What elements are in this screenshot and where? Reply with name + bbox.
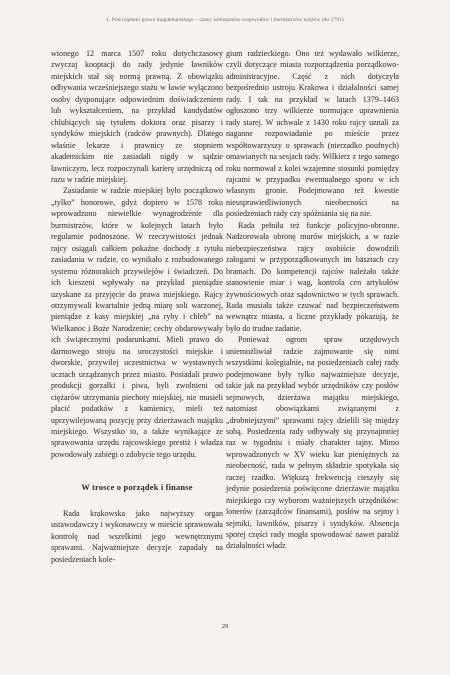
- running-head: 1. Pod rządami prawa magdeburskiego – czasy sobiepanów-wojewodów i burmistrzów wójtów (do 1791): [106, 17, 344, 23]
- paragraph: Rada pełniła też funkcje policyjno-obronne. Nadzorowała obronę murów miejskich, a w razie niebezpieczeństwa rajcy osobiście dowodzili załogami w przyporządkowanych im basztach czy bramach. Do kompetencji rajców należało także stanowienie miar i wag, kontrola cen artykułów żywnościowych oraz sądownictwo w tych sprawach. Rada musiała także czuwać nad bezpieczeństwem wewnątrz miasta, a liczne przykłady pokazują, że było do trudne zadanie.: [226, 220, 399, 333]
- page-number: 29: [221, 623, 229, 630]
- paragraph: wionego 12 marca 1507 roku dotychczasowy zwyczaj kooptacji do rady jedynie ławników miejskich stał się normą prawną. Z obowiązku odbywania wcześniejszego stażu w ławie wyłączono osoby dysponujące odpowiednim doświadczeniem lub wykształceniem, na przykład kandydatów chlubiących się tytułem doktora oraz pisarzy i syndyków miejskich (radców prawnych). Dlatego właśnie lekarze i prawnicy ze stopniem akademickim nie zasiadali nigdy w sądzie ławniczym, lecz rozpoczynali karierę urzędniczą od razu w radzie miejskiej.: [51, 49, 223, 184]
- paragraph: Zasiadanie w radzie miejskiej było początkowo „tylko” honorowe, gdyż dopiero w 1578 roku wprowadzono niewielkie wynagrodzenie dla burmistrzów, które w kolejnych latach było regularnie podnoszone. W rzeczywistości jednak rajcy osiągali całkiem pokaźne dochody z tytułu zasiadania w radzie, co wynikało z rozbudowanego systemu różnorakich przywilejów i świadczeń. Do ich kieszeni wpływały na przykład pieniądze uzyskane za przyjęcie do prawa miejskiego. Rajcy otrzymywali kwartalnie jedną miarę soli warzonej, pieniądze z kasy miejskiej „na ryby i chleb” na Wielkanoc i Boże Narodzenie; cechy obdarowywały ich świątecznymi podarunkami. Mieli prawo do darmowego stroju na uroczystości miejskie i dworskie, przywilej uczestnictwa w wystawnych ucztach urządzanych przez miasto. Posiadali prawo produkcji gorzałki i piwa, byli zwolnieni od ciężarów utrzymania piechoty miejskiej, nie musieli płacić podatków z kamienicy, mieli też uprzywilejowaną pozycję przy dzierżawach majątku miejskiego. Wszystko to, a także wynikające ze sprawowania urzędu rajcowskiego prestiż i władza powodowały zabiegi o zdobycie tego urzędu.: [51, 186, 223, 459]
- paragraph: gium radzieckiego. Ono też wydawało wilkierze, czyli dotyczące miasta rozporządzenia porządkowo-administracyjne. Część z nich dotyczyła bezpośrednio ustroju Krakowa i działalności samej rady. I tak na przykład w latach 1379–1463 ogłoszono trzy wilkierze normujące uprawnienia rady starej. W uchwale z 1430 roku rajcy uznali za naganne rozpowiadanie po mieście przez współtowarzyszy o sprawach (nierzadko poufnych) omawianych na sesjach rady. Wilkierz z tego samego roku normował z kolei wzajemne stosunki pomiędzy rajcami w przypadku ewentualnego sporu w ich własnym gronie. Podejmowano też kwestie nieusprawiedliwionych nieobecności na posiedzeniach rady czy spóźniania się na nie.: [226, 49, 399, 219]
- section-heading: W trosce o porządek i finanse: [81, 483, 193, 493]
- left-column: [51, 48, 223, 565]
- paragraph: Rada krakowska jako najwyższy organ ustawodawczy i wykonawczy w mieście sprawowała kontrolę nad wszelkimi jego wewnętrznymi sprawami. Najważniejsze decyzje zapadały na posiedzeniach kole-: [51, 508, 223, 564]
- right-column: [226, 48, 399, 552]
- paragraph: Ponieważ ogrom spraw urzędowych uniemożliwiał radzie zajmowanie się nimi wszystkimi kolegialnie, na posiedzeniach całej rady podejmowane były tylko najważniejsze decyzje, takie jak na przykład wybór urzędników czy posłów sejmowych, dzierżawa majątku miejskiego, natomiast obowiązkami związanymi z „drobniejszymi” sprawami rajcy dzielili się między sobą. Posiedzenia rady odbywały się przynajmniej raz w tygodniu i miały charakter tajny. Mimo wprowadzonych w XV wieku kar pieniężnych za nieobecność, rada w pełnym składzie spotykała się raczej rzadko. Większą frekwencją cieszyły się jedynie posiedzenia poświęcone dzierżawie majątku miejskiego czy wyborom ważniejszych urzędników: lonerów (zarządców finansami), posłów na sejmy i sejmiki, ławników, pisarzy i syndyków. Absencja sporej części rady mogła spowodować nawet paraliż działalności władz: [226, 335, 399, 551]
